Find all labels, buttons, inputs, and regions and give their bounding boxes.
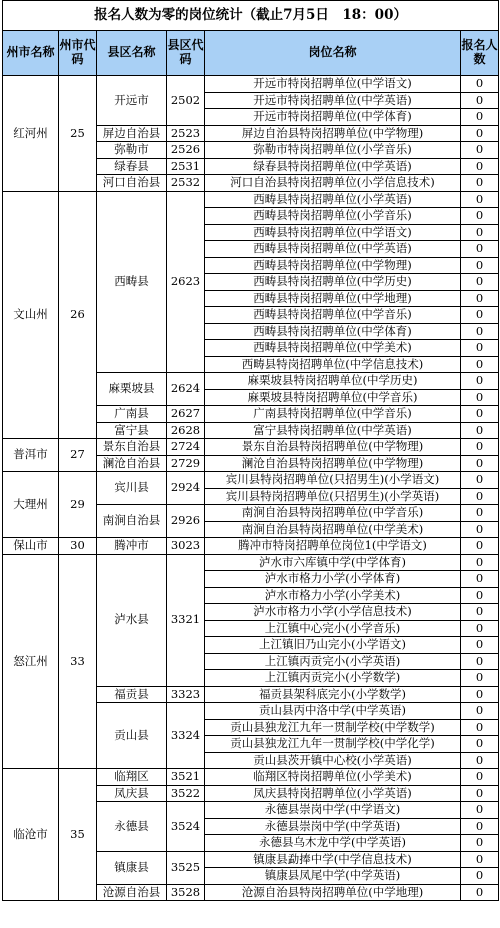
applicant-count: 0: [461, 670, 499, 687]
applicant-count: 0: [461, 422, 499, 439]
applicant-count: 0: [461, 620, 499, 637]
applicant-count: 0: [461, 356, 499, 373]
county-code: 2924: [167, 472, 205, 505]
header-prefecture: 州市名称: [3, 31, 59, 76]
position-name: 贡山县茨开镇中心校(小学英语): [205, 752, 461, 769]
county-code: 3023: [167, 538, 205, 555]
table-row: [3, 472, 499, 489]
applicant-count: 0: [461, 802, 499, 819]
county-code: 2926: [167, 505, 205, 538]
applicant-count: 0: [461, 323, 499, 340]
applicant-count: 0: [461, 571, 499, 588]
applicant-count: 0: [461, 818, 499, 835]
applicant-count: 0: [461, 703, 499, 720]
position-name: 西畴县特岗招聘单位(中学物理): [205, 257, 461, 274]
position-name: 上江镇旧乃山完小(小学语文): [205, 637, 461, 654]
applicant-count: 0: [461, 241, 499, 258]
applicant-count: 0: [461, 389, 499, 406]
position-name: 永德县崇岗中学(中学语文): [205, 802, 461, 819]
county-code: 3324: [167, 703, 205, 769]
header-position: 岗位名称: [205, 31, 461, 76]
position-name: 南涧自治县特岗招聘单位(中学音乐): [205, 505, 461, 522]
prefecture-name: 大理州: [3, 472, 59, 538]
applicant-count: 0: [461, 752, 499, 769]
prefecture-code: 25: [59, 76, 97, 192]
county-name: 澜沧自治县: [97, 455, 167, 472]
county-name: 临翔区: [97, 769, 167, 786]
prefecture-name: 临沧市: [3, 769, 59, 901]
prefecture-code: 26: [59, 191, 97, 439]
title-row: [3, 1, 499, 31]
county-code: 3524: [167, 802, 205, 852]
table-row: [3, 439, 499, 456]
position-name: 泸水市格力小学(小学信息技术): [205, 604, 461, 621]
applicant-count: 0: [461, 92, 499, 109]
position-name: 泸水市六库镇中学(中学体育): [205, 554, 461, 571]
header-applicants: 报名人数: [461, 31, 499, 76]
position-name: 屏边自治县特岗招聘单位(中学物理): [205, 125, 461, 142]
header-county: 县区名称: [97, 31, 167, 76]
position-name: 西畴县特岗招聘单位(中学地理): [205, 290, 461, 307]
prefecture-name: 红河州: [3, 76, 59, 192]
applicant-count: 0: [461, 257, 499, 274]
applicant-count: 0: [461, 769, 499, 786]
position-name: 景东自治县特岗招聘单位(中学物理): [205, 439, 461, 456]
county-name: 麻栗坡县: [97, 373, 167, 406]
position-name: 永德县乌木龙中学(中学英语): [205, 835, 461, 852]
county-code: 2532: [167, 175, 205, 192]
position-name: 西畴县特岗招聘单位(中学音乐): [205, 307, 461, 324]
county-code: 3522: [167, 785, 205, 802]
county-code: 2502: [167, 76, 205, 126]
position-name: 镇康县勐捧中学(中学信息技术): [205, 851, 461, 868]
applicant-count: 0: [461, 76, 499, 93]
applicant-count: 0: [461, 158, 499, 175]
county-name: 永德县: [97, 802, 167, 852]
county-name: 沧源自治县: [97, 884, 167, 901]
applicant-count: 0: [461, 307, 499, 324]
position-name: 开远市特岗招聘单位(中学英语): [205, 92, 461, 109]
table-row: [3, 191, 499, 208]
county-name: 开远市: [97, 76, 167, 126]
position-name: 贡山县丙中洛中学(中学英语): [205, 703, 461, 720]
county-code: 2724: [167, 439, 205, 456]
applicant-count: 0: [461, 785, 499, 802]
applicant-count: 0: [461, 851, 499, 868]
table-row: [3, 538, 499, 555]
position-name: 临翔区特岗招聘单位(小学美术): [205, 769, 461, 786]
applicant-count: 0: [461, 587, 499, 604]
county-code: 2729: [167, 455, 205, 472]
table-row: [3, 769, 499, 786]
county-name: 屏边自治县: [97, 125, 167, 142]
position-name: 沧源自治县特岗招聘单位(中学地理): [205, 884, 461, 901]
applicant-count: 0: [461, 274, 499, 291]
position-name: 南涧自治县特岗招聘单位(中学美术): [205, 521, 461, 538]
applicant-count: 0: [461, 191, 499, 208]
applicant-count: 0: [461, 208, 499, 225]
applicant-count: 0: [461, 653, 499, 670]
position-name: 西畴县特岗招聘单位(中学语文): [205, 224, 461, 241]
county-name: 弥勒市: [97, 142, 167, 159]
applicant-count: 0: [461, 884, 499, 901]
applicant-count: 0: [461, 455, 499, 472]
prefecture-name: 普洱市: [3, 439, 59, 472]
county-name: 绿春县: [97, 158, 167, 175]
applicant-count: 0: [461, 505, 499, 522]
county-name: 腾冲市: [97, 538, 167, 555]
applicant-count: 0: [461, 340, 499, 357]
position-name: 西畴县特岗招聘单位(小学音乐): [205, 208, 461, 225]
position-name: 上江镇中心完小(小学音乐): [205, 620, 461, 637]
position-name: 弥勒市特岗招聘单位(小学音乐): [205, 142, 461, 159]
position-name: 福贡县架科底完小(小学数学): [205, 686, 461, 703]
county-name: 泸水县: [97, 554, 167, 686]
header-row: [3, 31, 499, 76]
applicant-count: 0: [461, 224, 499, 241]
position-name: 贡山县独龙江九年一贯制学校(中学化学): [205, 736, 461, 753]
applicant-count: 0: [461, 719, 499, 736]
county-name: 南涧自治县: [97, 505, 167, 538]
applicant-count: 0: [461, 686, 499, 703]
position-name: 富宁县特岗招聘单位(中学英语): [205, 422, 461, 439]
applicant-count: 0: [461, 835, 499, 852]
county-code: 3525: [167, 851, 205, 884]
header-prefecture-code: 州市代码: [59, 31, 97, 76]
position-name: 麻栗坡县特岗招聘单位(中学音乐): [205, 389, 461, 406]
county-code: 2523: [167, 125, 205, 142]
county-name: 贡山县: [97, 703, 167, 769]
position-name: 西畴县特岗招聘单位(中学美术): [205, 340, 461, 357]
county-name: 福贡县: [97, 686, 167, 703]
county-code: 3321: [167, 554, 205, 686]
county-code: 2623: [167, 191, 205, 373]
position-name: 西畴县特岗招聘单位(中学体育): [205, 323, 461, 340]
county-name: 景东自治县: [97, 439, 167, 456]
position-name: 镇康县凤尾中学(中学英语): [205, 868, 461, 885]
position-name: 广南县特岗招聘单位(中学音乐): [205, 406, 461, 423]
prefecture-code: 29: [59, 472, 97, 538]
applicant-count: 0: [461, 637, 499, 654]
position-name: 泸水市格力小学(小学体育): [205, 571, 461, 588]
county-code: 2624: [167, 373, 205, 406]
county-code: 2628: [167, 422, 205, 439]
county-name: 河口自治县: [97, 175, 167, 192]
table-row: [3, 554, 499, 571]
position-name: 西畴县特岗招聘单位(中学英语): [205, 241, 461, 258]
position-name: 西畴县特岗招聘单位(小学英语): [205, 191, 461, 208]
county-code: 2526: [167, 142, 205, 159]
applicant-count: 0: [461, 125, 499, 142]
applicant-count: 0: [461, 109, 499, 126]
position-name: 河口自治县特岗招聘单位(小学信息技术): [205, 175, 461, 192]
table-title: 报名人数为零的岗位统计（截止7月5日 18：00）: [3, 1, 499, 31]
applicant-count: 0: [461, 290, 499, 307]
applicant-count: 0: [461, 373, 499, 390]
position-name: 西畴县特岗招聘单位(中学历史): [205, 274, 461, 291]
position-name: 开远市特岗招聘单位(中学体育): [205, 109, 461, 126]
prefecture-code: 33: [59, 554, 97, 769]
statistics-table: [2, 0, 499, 901]
applicant-count: 0: [461, 736, 499, 753]
applicant-count: 0: [461, 538, 499, 555]
applicant-count: 0: [461, 406, 499, 423]
position-name: 泸水市格力小学(小学美术): [205, 587, 461, 604]
applicant-count: 0: [461, 175, 499, 192]
county-code: 3323: [167, 686, 205, 703]
county-name: 镇康县: [97, 851, 167, 884]
county-name: 西畴县: [97, 191, 167, 373]
county-name: 凤庆县: [97, 785, 167, 802]
prefecture-name: 怒江州: [3, 554, 59, 769]
applicant-count: 0: [461, 488, 499, 505]
county-name: 广南县: [97, 406, 167, 423]
position-name: 西畴县特岗招聘单位(中学信息技术): [205, 356, 461, 373]
position-name: 贡山县独龙江九年一贯制学校(中学数学): [205, 719, 461, 736]
applicant-count: 0: [461, 604, 499, 621]
county-code: 3521: [167, 769, 205, 786]
prefecture-name: 保山市: [3, 538, 59, 555]
county-code: 2531: [167, 158, 205, 175]
prefecture-code: 30: [59, 538, 97, 555]
applicant-count: 0: [461, 554, 499, 571]
applicant-count: 0: [461, 868, 499, 885]
position-name: 永德县崇岗中学(中学英语): [205, 818, 461, 835]
applicant-count: 0: [461, 439, 499, 456]
position-name: 宾川县特岗招聘单位(只招男生)(小学语文): [205, 472, 461, 489]
county-name: 富宁县: [97, 422, 167, 439]
county-code: 2627: [167, 406, 205, 423]
position-name: 开远市特岗招聘单位(中学语文): [205, 76, 461, 93]
county-name: 宾川县: [97, 472, 167, 505]
position-name: 宾川县特岗招聘单位(只招男生)(小学英语): [205, 488, 461, 505]
header-county-code: 县区代码: [167, 31, 205, 76]
applicant-count: 0: [461, 142, 499, 159]
position-name: 澜沧自治县特岗招聘单位(中学物理): [205, 455, 461, 472]
prefecture-name: 文山州: [3, 191, 59, 439]
prefecture-code: 35: [59, 769, 97, 901]
position-name: 凤庆县特岗招聘单位(小学英语): [205, 785, 461, 802]
position-name: 上江镇丙贡完小(小学英语): [205, 653, 461, 670]
applicant-count: 0: [461, 521, 499, 538]
prefecture-code: 27: [59, 439, 97, 472]
position-name: 麻栗坡县特岗招聘单位(中学历史): [205, 373, 461, 390]
applicant-count: 0: [461, 472, 499, 489]
position-name: 腾冲市特岗招聘单位岗位1(中学语文): [205, 538, 461, 555]
table-row: [3, 76, 499, 93]
position-name: 绿春县特岗招聘单位(中学英语): [205, 158, 461, 175]
position-name: 上江镇丙贡完小(小学数学): [205, 670, 461, 687]
county-code: 3528: [167, 884, 205, 901]
